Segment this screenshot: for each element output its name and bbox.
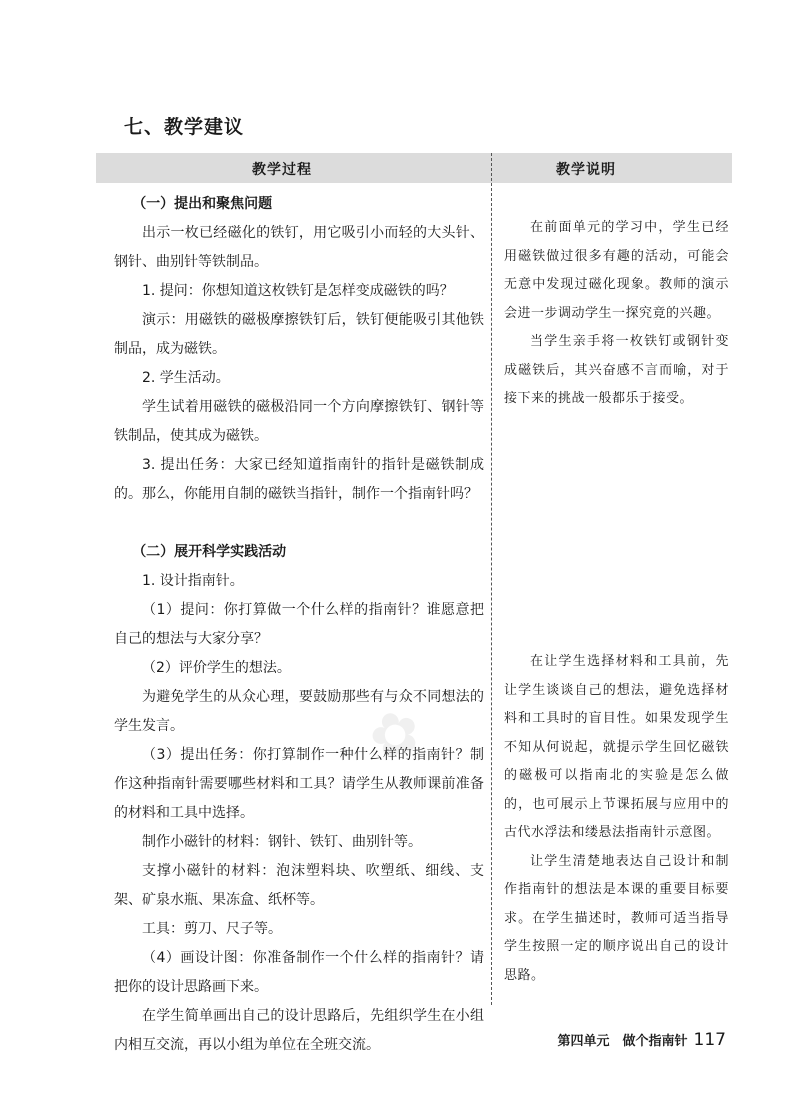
page-footer — [558, 1030, 726, 1050]
header-notes: 教学说明 — [556, 162, 616, 178]
note-paragraph: 在让学生选择材料和工具前，先让学生谈谈自己的想法，避免选择材料和工具时的盲目性。如果发现学生不知从何说起，就提示学生回忆磁铁的磁极可以指南北的实验是怎么做的，也可展示上节课拓展与应用中的古代水浮法和缕悬法指南针示意图。 — [504, 654, 729, 840]
paragraph: （1）提问：你打算做一个什么样的指南针？谁愿意把自己的想法与大家分享？ — [114, 602, 484, 647]
paragraph: （4）画设计图：你准备制作一个什么样的指南针？请把你的设计思路画下来。 — [114, 950, 484, 995]
note-paragraph: 让学生清楚地表达自己设计和制作指南针的想法是本课的重要目标要求。在学生描述时，教师可适当指导学生按照一定的顺序说出自己的设计思路。 — [504, 853, 729, 983]
paragraph: 学生试着用磁铁的磁极沿同一个方向摩擦铁钉、钢针等铁制品，使其成为磁铁。 — [114, 399, 484, 444]
header-process: 教学过程 — [252, 162, 312, 178]
paragraph: （2）评价学生的想法。 — [142, 660, 291, 676]
paragraph: 演示：用磁铁的磁极摩擦铁钉后，铁钉便能吸引其他铁制品，成为磁铁。 — [114, 312, 484, 357]
note-paragraph: 在前面单元的学习中，学生已经用磁铁做过很多有趣的活动，可能会无意中发现过磁化现象。教师的演示会进一步调动学生一探究竟的兴趣。 — [504, 220, 729, 321]
paragraph: 在学生简单画出自己的设计思路后，先组织学生在小组内相互交流，再以小组为单位在全班交流。 — [114, 1008, 484, 1053]
watermark-mark: ✿ — [359, 693, 431, 777]
section-title: 七、教学建议 — [124, 116, 245, 138]
notes-block-2 — [504, 648, 729, 990]
notes-block-1 — [504, 214, 729, 414]
note-paragraph: 当学生亲手将一枚铁钉或钢针变成磁铁后，其兴奋感不言而喻，对于接下来的挑战一般都乐于接受。 — [504, 334, 729, 406]
unit-label: 第四单元 做个指南针 — [557, 1034, 688, 1049]
paragraph: 为避免学生的从众心理，要鼓励那些有与众不同想法的学生发言。 — [114, 689, 484, 734]
paragraph: 出示一枚已经磁化的铁钉，用它吸引小而轻的大头针、钢针、曲别针等铁制品。 — [114, 225, 484, 270]
paragraph: 制作小磁针的材料：钢针、铁钉、曲别针等。 — [142, 834, 422, 850]
paragraph: 1. 提问：你想知道这枚铁钉是怎样变成磁铁的吗？ — [142, 283, 454, 299]
part2-title: （二）展开科学实践活动 — [132, 544, 287, 560]
paragraph: 1. 设计指南针。 — [142, 573, 244, 589]
paragraph: 3. 提出任务：大家已经知道指南针的指针是磁铁制成的。那么，你能用自制的磁铁当指针，制作一个指南针吗？ — [114, 457, 484, 502]
paragraph: 2. 学生活动。 — [142, 370, 230, 386]
paragraph: 支撑小磁针的材料：泡沫塑料块、吹塑纸、细线、支架、矿泉水瓶、果冻盒、纸杯等。 — [114, 863, 484, 908]
process-column — [114, 190, 484, 1060]
paragraph: （3）提出任务：你打算制作一种什么样的指南针？制作这种指南针需要哪些材料和工具？请学生从教师课前准备的材料和工具中选择。 — [114, 747, 484, 821]
column-divider — [491, 153, 492, 1005]
paragraph: 工具：剪刀、尺子等。 — [142, 921, 282, 937]
table-header — [96, 153, 732, 183]
part1-title: （一）提出和聚焦问题 — [132, 196, 273, 212]
page-number: 117 — [693, 1030, 726, 1050]
